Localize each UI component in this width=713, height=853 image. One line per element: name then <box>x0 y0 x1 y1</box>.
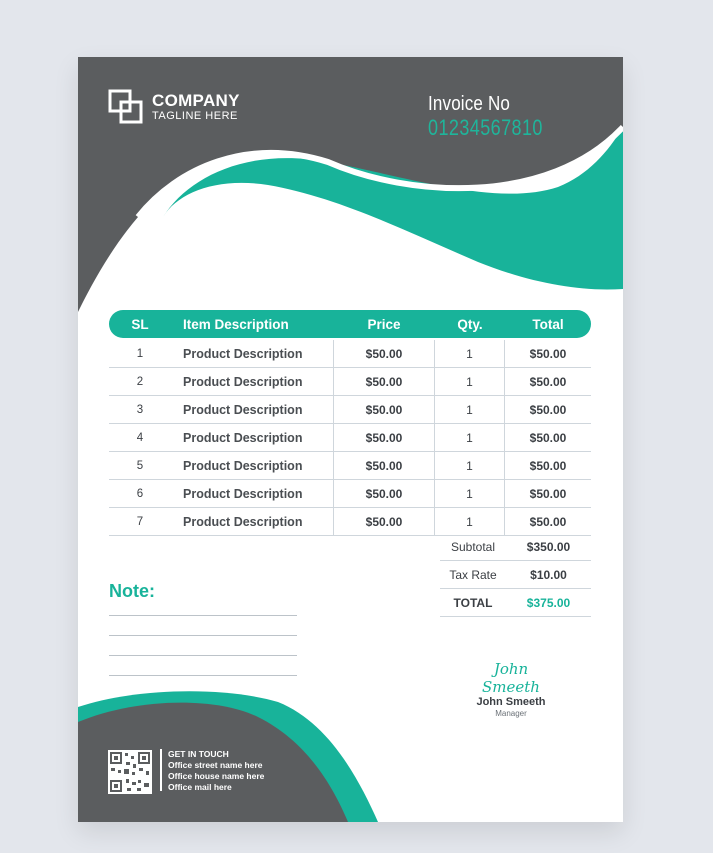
table-row <box>109 452 591 480</box>
table-row <box>109 480 591 508</box>
subtotal-row <box>440 533 591 561</box>
header-sl: SL <box>131 316 149 332</box>
row-price: $50.00 <box>333 452 435 479</box>
table-row <box>109 424 591 452</box>
total-row <box>440 589 591 617</box>
row-qty: 1 <box>435 508 505 535</box>
qr-code-icon <box>108 750 152 794</box>
signature-script: John Smeeth <box>482 660 540 696</box>
footer-divider <box>160 749 162 791</box>
summary-block <box>440 533 591 617</box>
note-line <box>109 635 297 636</box>
note-title: Note: <box>109 581 155 601</box>
invoice-number-block <box>428 93 568 141</box>
row-sl: 1 <box>136 347 144 360</box>
header-total: Total <box>532 316 564 332</box>
note-line <box>109 655 297 656</box>
row-description: Product Description <box>183 346 303 361</box>
table-row <box>109 340 591 368</box>
company-name: COMPANY <box>152 90 240 110</box>
row-total: $50.00 <box>529 458 567 473</box>
row-description: Product Description <box>183 486 303 501</box>
note-line <box>109 615 297 616</box>
tax-label: Tax Rate <box>449 567 497 582</box>
company-logo <box>108 89 240 125</box>
table-header <box>109 310 591 338</box>
row-price: $50.00 <box>333 480 435 507</box>
subtotal-value: $350.00 <box>526 539 571 554</box>
logo-squares-icon <box>108 89 144 125</box>
items-table <box>109 310 591 536</box>
header-description: Item Description <box>183 316 289 332</box>
row-qty: 1 <box>435 340 505 367</box>
row-sl: 6 <box>136 487 144 500</box>
contact-line: Office mail here <box>168 782 232 792</box>
tax-value: $10.00 <box>530 567 567 582</box>
row-total: $50.00 <box>529 430 567 445</box>
table-row <box>109 508 591 536</box>
row-qty: 1 <box>435 452 505 479</box>
row-total: $50.00 <box>529 374 567 389</box>
row-sl: 4 <box>136 431 144 444</box>
row-price: $50.00 <box>333 368 435 395</box>
row-sl: 5 <box>136 459 144 472</box>
note-section <box>109 581 155 602</box>
contact-heading: GET IN TOUCH <box>168 749 229 759</box>
row-price: $50.00 <box>333 340 435 367</box>
row-sl: 2 <box>136 375 144 388</box>
row-description: Product Description <box>183 430 303 445</box>
invoice-number: 01234567810 <box>427 115 543 140</box>
tax-row <box>440 561 591 589</box>
row-description: Product Description <box>183 514 303 529</box>
row-description: Product Description <box>183 374 303 389</box>
invoice-label: Invoice No <box>427 93 510 115</box>
row-qty: 1 <box>435 480 505 507</box>
total-value: $375.00 <box>526 595 571 610</box>
header-price: Price <box>367 316 401 332</box>
company-tagline: TAGLINE HERE <box>152 109 238 122</box>
note-line <box>109 675 297 676</box>
contact-block <box>168 749 264 793</box>
row-price: $50.00 <box>333 508 435 535</box>
table-row <box>109 396 591 424</box>
row-total: $50.00 <box>529 402 567 417</box>
signer-role: Manager <box>495 709 527 718</box>
row-qty: 1 <box>435 424 505 451</box>
signature-block <box>466 660 556 719</box>
row-price: $50.00 <box>333 424 435 451</box>
row-description: Product Description <box>183 458 303 473</box>
table-row <box>109 368 591 396</box>
header-qty: Qty. <box>457 316 483 332</box>
invoice-page <box>78 57 623 822</box>
contact-line: Office house name here <box>168 771 265 781</box>
row-sl: 7 <box>136 515 144 528</box>
row-qty: 1 <box>435 396 505 423</box>
subtotal-label: Subtotal <box>450 539 496 554</box>
contact-line: Office street name here <box>168 760 263 770</box>
total-label: TOTAL <box>453 595 493 610</box>
row-total: $50.00 <box>529 514 567 529</box>
signer-name: John Smeeth <box>476 696 546 708</box>
row-total: $50.00 <box>529 346 567 361</box>
row-total: $50.00 <box>529 486 567 501</box>
row-sl: 3 <box>136 403 144 416</box>
row-qty: 1 <box>435 368 505 395</box>
row-price: $50.00 <box>333 396 435 423</box>
row-description: Product Description <box>183 402 303 417</box>
